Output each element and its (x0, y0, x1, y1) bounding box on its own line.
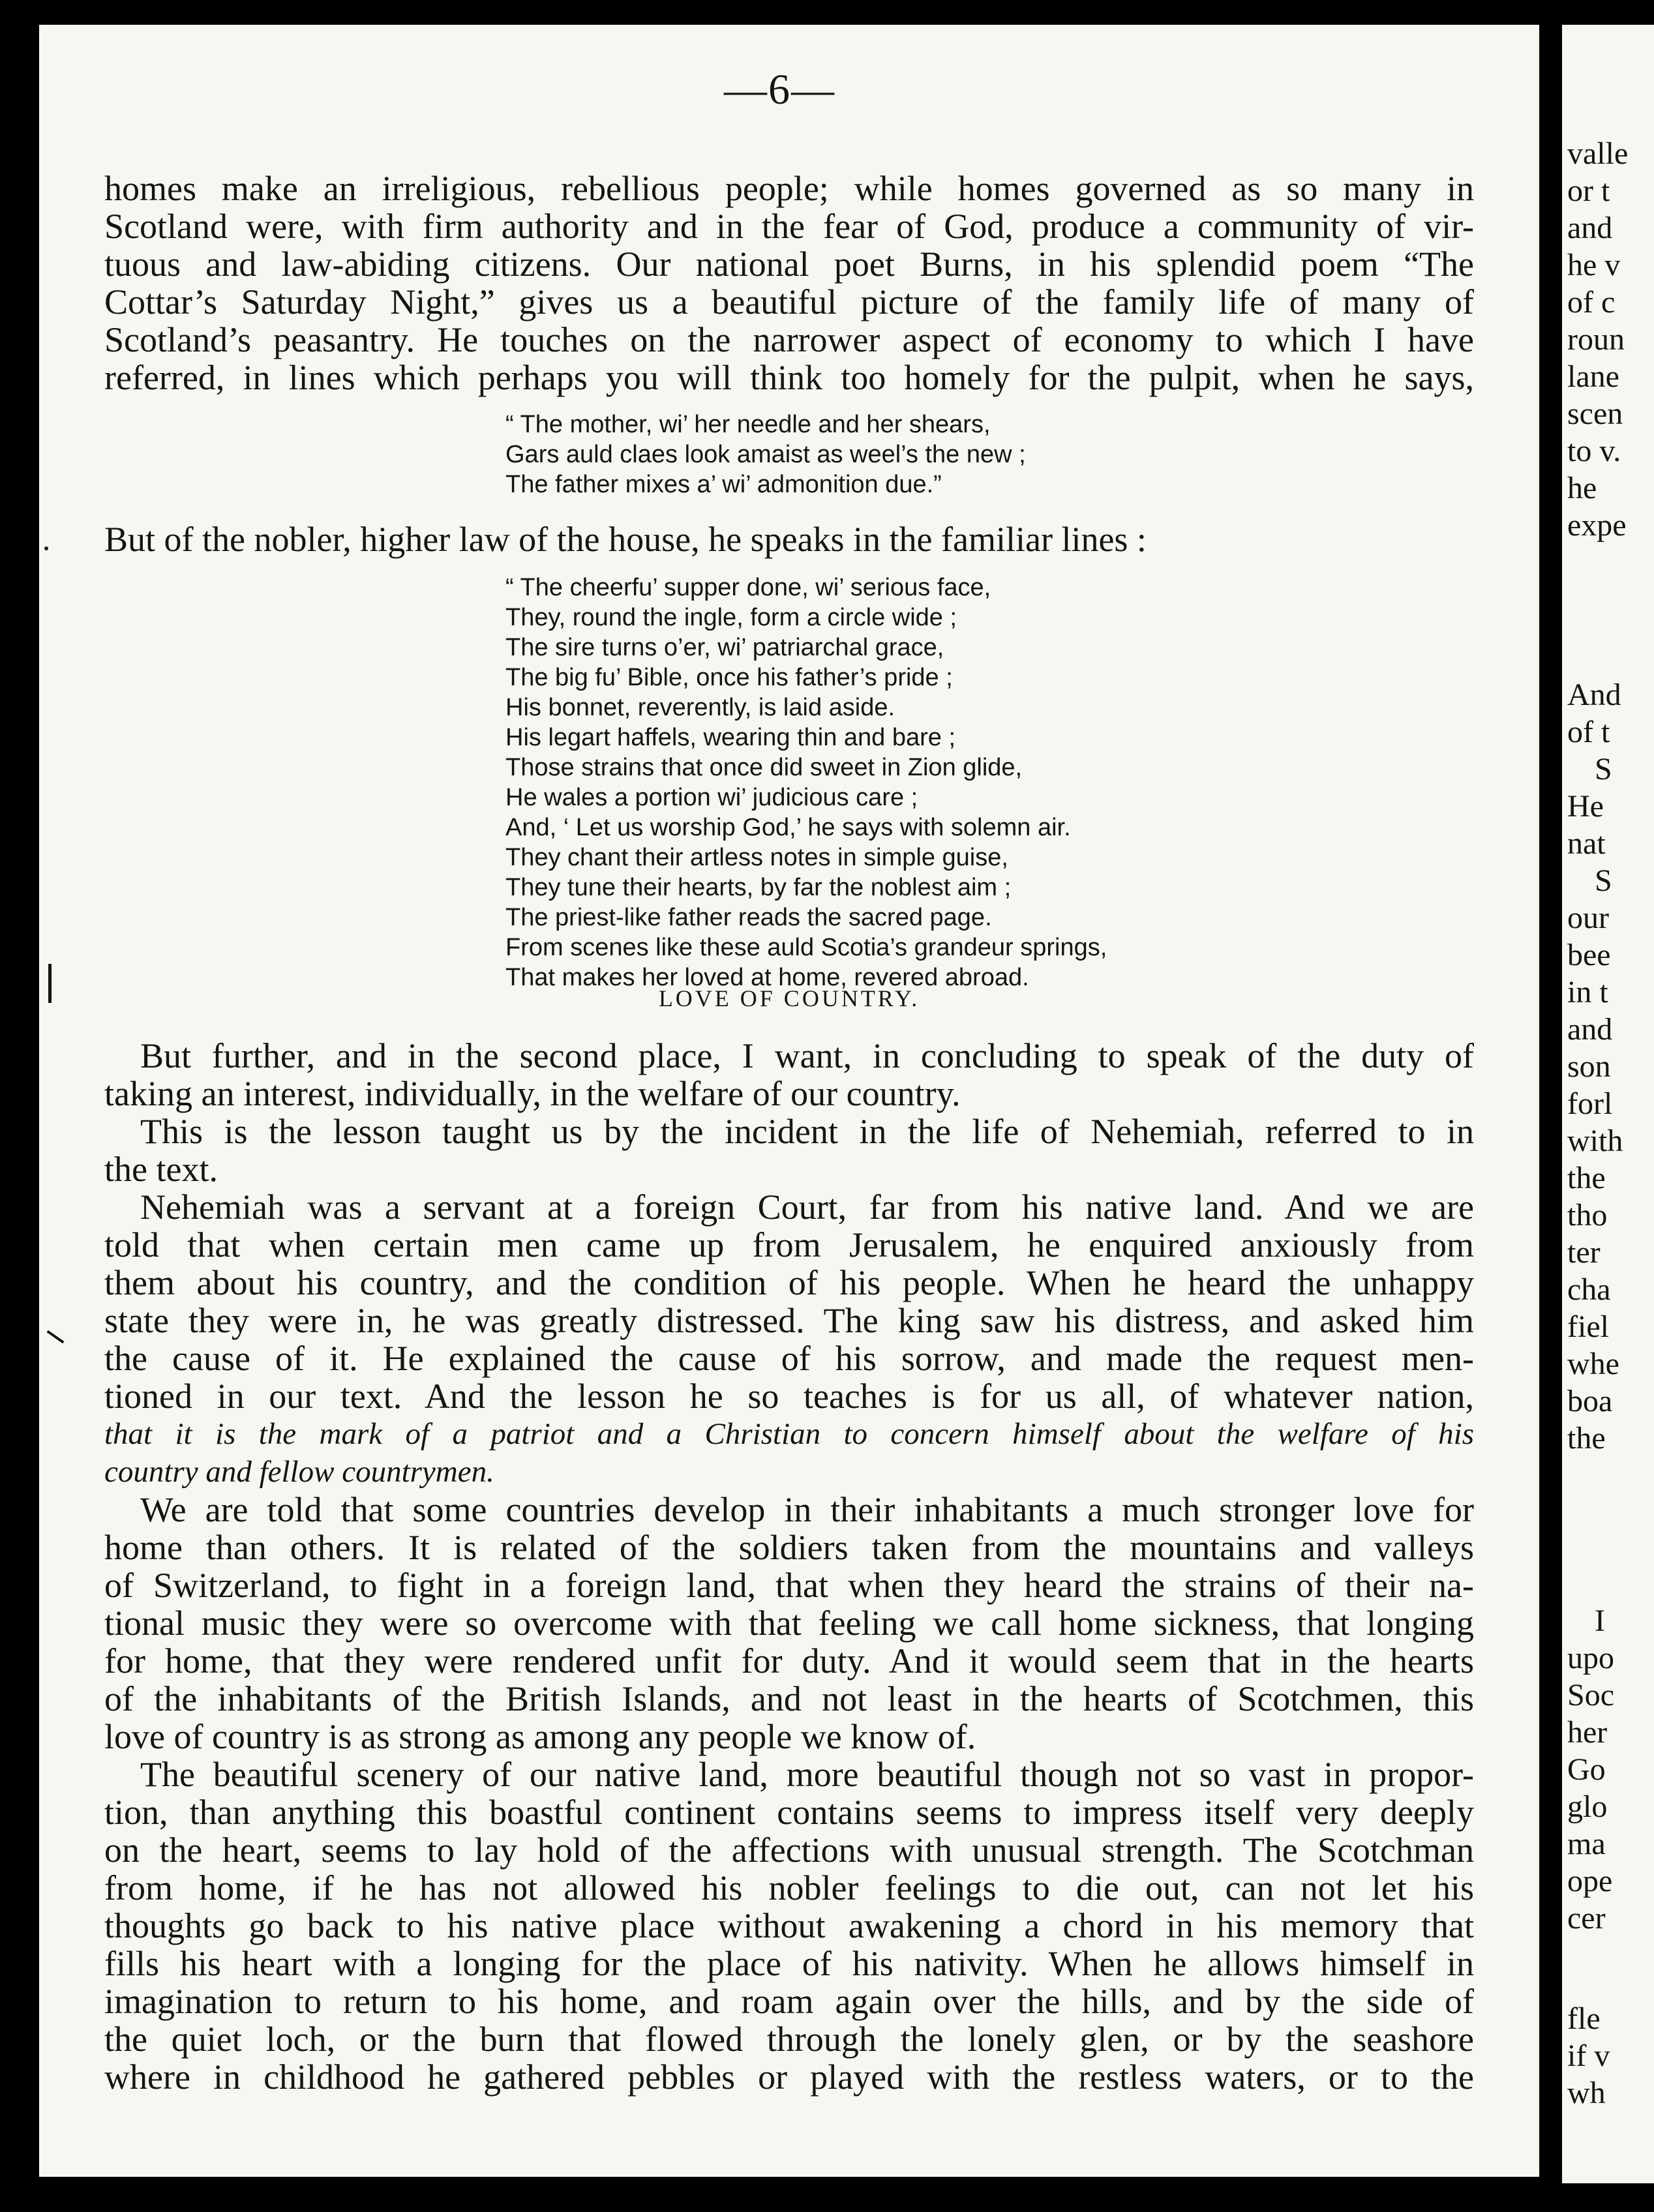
text-line: thoughts go back to his native place without awakening a chord in his memory that (104, 1906, 1474, 1945)
text-line: taking an interest, individually, in the welfare of our country. (104, 1074, 961, 1113)
text-line: homes make an irreligious, rebellious people; while homes governed as so many in (104, 169, 1474, 208)
bridge-sentence (104, 520, 1317, 558)
verse-line: That makes her loved at home, revered abroad. (505, 964, 1029, 991)
verse-line: The priest-like father reads the sacred page. (505, 904, 992, 931)
text-line: We are told that some countries develop in their inhabitants a much stronger love for (140, 1490, 1474, 1529)
text-line: referred, in lines which perhaps you will think too homely for the pulpit, when he says, (104, 358, 1474, 397)
fragment-text: and (1567, 1012, 1613, 1047)
fragment-text: with (1567, 1124, 1623, 1158)
fragment-text: scen (1567, 396, 1623, 431)
fragment-text: and (1567, 211, 1613, 245)
fragment-text: the (1567, 1421, 1606, 1456)
verse-line: The father mixes a’ wi’ admonition due.” (505, 471, 942, 498)
fragment-text: or t (1567, 173, 1610, 208)
verse-quotation-2 (505, 573, 1288, 993)
fragment-text: He (1567, 789, 1604, 824)
fragment-text: boa (1567, 1384, 1613, 1418)
fragment-text: the (1567, 1161, 1606, 1195)
text-line: imagination to return to his home, and roam again over the hills, and by the side of (104, 1982, 1474, 2021)
fragment-text: Soc (1567, 1678, 1614, 1712)
right-page-fragment (1562, 25, 1654, 2183)
text-line: But further, and in the second place, I want, in concluding to speak of the duty of (140, 1036, 1474, 1075)
text-line: This is the lesson taught us by the incident in the life of Nehemiah, referred to in (140, 1112, 1474, 1151)
text-line: tuous and law-abiding citizens. Our national poet Burns, in his splendid poem “The (104, 245, 1474, 284)
fragment-text: if v (1567, 2039, 1610, 2073)
verse-line: The sire turns o’er, wi’ patriarchal grace, (505, 634, 944, 661)
text-line: Cottar’s Saturday Night,” gives us a beautiful picture of the family life of many of (104, 282, 1474, 321)
fragment-text: roun (1567, 322, 1625, 357)
margin-speck (47, 1330, 65, 1343)
fragment-text: to v. (1567, 434, 1621, 468)
text-line: where in childhood he gathered pebbles or played with the restless waters, or to the (104, 2057, 1474, 2097)
fragment-text: he (1567, 471, 1597, 505)
verse-line: They tune their hearts, by far the noblest aim ; (505, 874, 1012, 901)
fragment-text: fle (1567, 2001, 1601, 2036)
verse-line: “ The cheerfu’ supper done, wi’ serious face, (505, 574, 991, 601)
text-line: tion, than anything this boastful continent contains seems to impress itself very deeply (104, 1793, 1474, 1832)
fragment-text: in t (1567, 975, 1608, 1009)
verse-line: And, ‘ Let us worship God,’ he says with solemn air. (505, 814, 1071, 841)
fragment-text: expe (1567, 508, 1627, 543)
fragment-text: fiel (1567, 1309, 1609, 1344)
fragment-text: glo (1567, 1789, 1608, 1824)
fragment-text: Go (1567, 1752, 1606, 1787)
text-line: tioned in our text. And the lesson he so teaches is for us all, of whatever nation, (104, 1377, 1474, 1416)
text-line: of the inhabitants of the British Islands, and not least in the hearts of Scotchmen, this (104, 1679, 1474, 1718)
fragment-text: of c (1567, 285, 1616, 320)
fragment-text: S (1595, 863, 1612, 898)
text-line: on the heart, seems to lay hold of the affections with unusual strength. The Scotchman (104, 1831, 1474, 1870)
verse-line: Those strains that once did sweet in Zion glide, (505, 754, 1023, 781)
fragment-text: lane (1567, 359, 1619, 394)
verse-line: The big fu’ Bible, once his father’s pride ; (505, 664, 953, 691)
text-line: told that when certain men came up from Jerusalem, he enquired anxiously from (104, 1225, 1474, 1264)
text-line: fills his heart with a longing for the place of his nativity. When he allows himself in (104, 1944, 1474, 1983)
fragment-text: of t (1567, 715, 1610, 749)
text-line: the quiet loch, or the burn that flowed through the lonely glen, or by the seashore (104, 2020, 1474, 2059)
fragment-text: ma (1567, 1827, 1606, 1861)
text-line: Nehemiah was a servant at a foreign Court, far from his native land. And we are (140, 1188, 1474, 1227)
verse-line: Gars auld claes look amaist as weel’s the new ; (505, 441, 1026, 468)
text-line: from home, if he has not allowed his nobler feelings to die out, can not let his (104, 1868, 1474, 1907)
text-line: the text. (104, 1150, 218, 1189)
verse-line: He wales a portion wi’ judicious care ; (505, 784, 918, 811)
text-line: love of country is as strong as among any people we know of. (104, 1717, 976, 1756)
text-line: But of the nobler, higher law of the house, he speaks in the familiar lines : (104, 520, 1147, 559)
fragment-text: ter (1567, 1235, 1601, 1270)
fragment-text: valle (1567, 136, 1629, 171)
fragment-text: son (1567, 1049, 1611, 1084)
text-line: Scotland were, with firm authority and in the fear of God, produce a community of vir- (104, 207, 1474, 246)
fragment-text: ope (1567, 1864, 1613, 1898)
text-line: home than others. It is related of the soldiers taken from the mountains and valleys (104, 1528, 1474, 1567)
fragment-text: upo (1567, 1641, 1614, 1675)
italic-emphasis-line: country and fellow countrymen. (104, 1455, 494, 1489)
paragraph-opening (104, 170, 1474, 396)
text-line: of Switzerland, to fight in a foreign land, that when they heard the strains of their na- (104, 1566, 1474, 1605)
verse-line: His bonnet, reverently, is laid aside. (505, 694, 895, 721)
text-line: for home, that they were rendered unfit for duty. And it would seem that in the hearts (104, 1641, 1474, 1681)
text-line: Scotland’s peasantry. He touches on the narrower aspect of economy to which I have (104, 320, 1474, 359)
fragment-text: forl (1567, 1086, 1613, 1121)
text-line: the cause of it. He explained the cause of his sorrow, and made the request men- (104, 1339, 1474, 1378)
section-heading: LOVE OF COUNTRY. (658, 985, 920, 1011)
fragment-text: And (1567, 678, 1621, 712)
text-line: state they were in, he was greatly distressed. The king saw his distress, and asked him (104, 1301, 1474, 1340)
verse-line: They, round the ingle, form a circle wide ; (505, 604, 957, 631)
fragment-text: cer (1567, 1901, 1606, 1936)
verse-line: His legart haffels, wearing thin and bare ; (505, 724, 956, 751)
verse-line: They chant their artless notes in simple guise, (505, 844, 1008, 871)
fragment-text: wh (1567, 2076, 1606, 2110)
fragment-text: bee (1567, 938, 1611, 972)
text-line: tional music they were so overcome with that feeling we call home sickness, that longing (104, 1604, 1474, 1643)
margin-speck (48, 964, 52, 1003)
italic-emphasis-line: that it is the mark of a patriot and a Christian to concern himself about the welfare of his (104, 1417, 1474, 1451)
fragment-text: tho (1567, 1198, 1608, 1233)
page-number: —6— (724, 66, 835, 113)
verse-quotation-1 (505, 410, 1288, 500)
fragment-text: nat (1567, 826, 1606, 861)
fragment-text: S (1595, 752, 1612, 786)
fragment-text: he v (1567, 248, 1621, 282)
body-text (104, 1037, 1474, 2096)
text-line: them about his country, and the condition of his people. When he heard the unhappy (104, 1263, 1474, 1302)
fragment-text: her (1567, 1715, 1608, 1750)
verse-line: “ The mother, wi’ her needle and her shears, (505, 411, 991, 438)
fragment-text: I (1595, 1604, 1605, 1638)
fragment-text: whe (1567, 1347, 1619, 1381)
left-page (39, 25, 1539, 2177)
margin-speck (44, 546, 48, 550)
fragment-text: our (1567, 901, 1609, 935)
text-line: The beautiful scenery of our native land, more beautiful though not so vast in propor- (140, 1755, 1474, 1794)
fragment-text: cha (1567, 1272, 1611, 1307)
verse-line: From scenes like these auld Scotia’s grandeur springs, (505, 934, 1107, 961)
